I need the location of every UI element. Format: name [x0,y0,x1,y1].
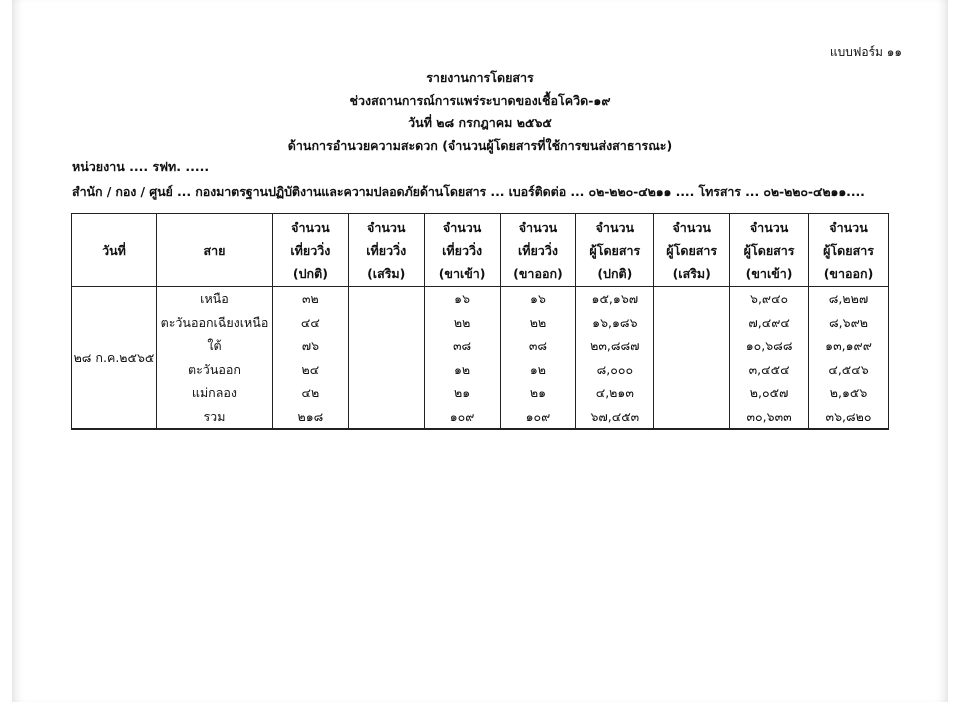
pax-extra-cell [654,311,730,335]
pax-extra-cell [654,381,730,405]
route-cell: ใต้ [156,334,272,358]
form-number: แบบฟอร์ม ๑๑ [829,45,902,59]
agency-line: หน่วยงาน .... รฟท. ..... [72,159,210,174]
office-contact-line: สำนัก / กอง / ศูนย์ ... กองมาตรฐานปฏิบัติงานและความปลอดภัยด้านโดยสาร ... เบอร์ติดต่อ ... ๐๒-๒๒๐-๔๒๑๑ .... โทรสาร ... ๐๒-๒๒๐-๔๒๑๑.... [72,184,865,199]
pax-normal-cell: ๑๖,๑๘๖ [576,311,654,335]
header-trips-in: จำนวน เที่ยววิ่ง (ขาเข้า) [424,214,500,287]
report-titles [0,67,960,157]
header-pax-extra: จำนวน ผู้โดยสาร (เสริม) [654,214,730,287]
trips-extra-cell [348,381,424,405]
report-subtitle: ช่วงสถานการณ์การแพร่ระบาดของเชื้อโควิด-๑๙ [349,92,611,108]
trips-out-cell: ๒๒ [500,311,576,335]
pax-in-cell: ๑๐,๖๘๘ [730,334,809,358]
trips-in-cell: ๓๘ [424,334,500,358]
pax-extra-cell [654,287,730,311]
header-route: สาย [156,214,272,287]
pax-normal-cell: ๘,๐๐๐ [576,358,654,382]
pax-extra-cell [654,405,730,430]
pax-in-cell: ๒,๐๕๗ [730,381,809,405]
trips-out-cell: ๑๒ [500,358,576,382]
pax-out-cell: ๑๓,๑๙๙ [809,334,889,358]
trips-extra-cell [348,287,424,311]
pax-normal-cell: ๑๕,๑๖๗ [576,287,654,311]
pax-in-cell: ๖,๙๔๐ [730,287,809,311]
pax-out-cell: ๘,๖๙๒ [809,311,889,335]
trips-normal-cell: ๔๔ [272,311,348,335]
pax-out-cell: ๘,๒๒๗ [809,287,889,311]
table-row [72,358,889,382]
route-cell: ตะวันออก [156,358,272,382]
table-total-row [72,405,889,430]
trips-out-cell: ๑๐๙ [500,405,576,430]
header-date: วันที่ [72,214,157,287]
pax-extra-cell [654,358,730,382]
header-pax-in: จำนวน ผู้โดยสาร (ขาเข้า) [730,214,809,287]
trips-in-cell: ๑๐๙ [424,405,500,430]
pax-out-cell: ๔,๕๔๖ [809,358,889,382]
header-pax-normal: จำนวน ผู้โดยสาร (ปกติ) [576,214,654,287]
table-header-row [72,214,889,287]
trips-in-cell: ๑๒ [424,358,500,382]
header-trips-out: จำนวน เที่ยววิ่ง (ขาออก) [500,214,576,287]
header-pax-out: จำนวน ผู้โดยสาร (ขาออก) [809,214,889,287]
route-cell: แม่กลอง [156,381,272,405]
table-row [72,334,889,358]
pax-in-cell: ๗,๔๙๔ [730,311,809,335]
trips-out-cell: ๒๑ [500,381,576,405]
table-row [72,311,889,335]
route-cell: ตะวันออกเฉียงเหนือ [156,311,272,335]
header-trips-normal: จำนวน เที่ยววิ่ง (ปกติ) [272,214,348,287]
report-title: รายงานการโดยสาร [426,70,534,85]
pax-in-cell: ๓๐,๖๓๓ [730,405,809,430]
trips-out-cell: ๑๖ [500,287,576,311]
trips-in-cell: ๒๑ [424,381,500,405]
trips-extra-cell [348,311,424,335]
date-cell: ๒๘ ก.ค.๒๕๖๕ [72,287,157,430]
pax-normal-cell: ๒๓,๘๘๗ [576,334,654,358]
pax-extra-cell [654,334,730,358]
trips-extra-cell [348,358,424,382]
pax-normal-cell: ๔,๒๑๓ [576,381,654,405]
trips-normal-cell: ๒๑๘ [272,405,348,430]
trips-in-cell: ๒๒ [424,311,500,335]
trips-normal-cell: ๗๖ [272,334,348,358]
pax-out-cell: ๓๖,๘๒๐ [809,405,889,430]
table-row [72,287,889,311]
trips-out-cell: ๓๘ [500,334,576,358]
report-topic: ด้านการอำนวยความสะดวก (จำนวนผู้โดยสารที่ใช้การขนส่งสาธารณะ) [287,137,673,153]
trips-extra-cell [348,405,424,430]
trips-normal-cell: ๒๔ [272,358,348,382]
passenger-report-table [71,213,889,430]
trips-normal-cell: ๔๒ [272,381,348,405]
report-date: วันที่ ๒๘ กรกฎาคม ๒๕๖๕ [408,115,552,130]
trips-in-cell: ๑๖ [424,287,500,311]
route-cell: เหนือ [156,287,272,311]
pax-out-cell: ๒,๑๕๖ [809,381,889,405]
route-cell: รวม [156,405,272,430]
pax-in-cell: ๓,๔๕๔ [730,358,809,382]
trips-normal-cell: ๓๒ [272,287,348,311]
header-trips-extra: จำนวน เที่ยววิ่ง (เสริม) [348,214,424,287]
trips-extra-cell [348,334,424,358]
table-row [72,381,889,405]
pax-normal-cell: ๖๗,๔๕๓ [576,405,654,430]
